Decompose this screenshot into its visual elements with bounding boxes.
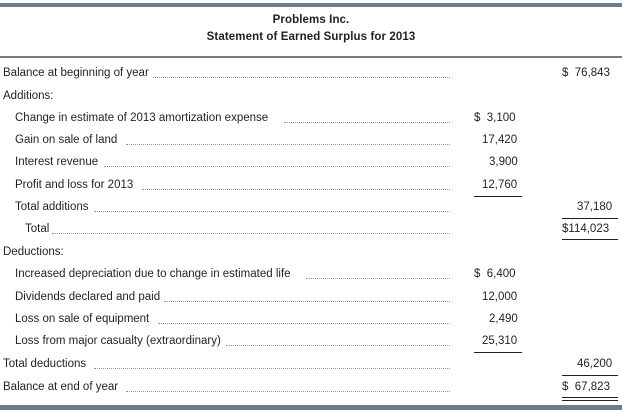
row-label: Loss on sale of equipment [15, 313, 152, 325]
row-label: Balance at end of year [3, 381, 121, 393]
subtotal-underline [474, 352, 522, 353]
dot-leader [164, 301, 450, 302]
dot-leader [126, 144, 450, 145]
dot-leader [158, 323, 450, 324]
total-value: 37,180 [577, 201, 613, 213]
dot-leader [306, 278, 450, 279]
dot-leader [284, 122, 450, 123]
section-heading: Additions: [3, 90, 57, 102]
row-label: Change in estimate of 2013 amortization expense [15, 112, 271, 124]
row-deductions-header [0, 242, 622, 262]
dot-leader [94, 211, 450, 212]
row-label: Dividends declared and paid [15, 291, 163, 303]
section-heading: Deductions: [3, 246, 67, 258]
header-rule [0, 56, 622, 58]
dot-leader [226, 345, 450, 346]
dot-leader [126, 391, 450, 392]
row-label: Total additions [15, 201, 92, 213]
row-additions-header [0, 86, 622, 106]
row-balance-end [0, 377, 622, 397]
amount-value: $ 6,400 [474, 268, 516, 280]
dot-leader [150, 77, 450, 78]
amount-value: 2,490 [489, 313, 518, 325]
total-value: $114,023 [562, 223, 610, 235]
total-value: $ 76,843 [562, 67, 610, 79]
row-label: Interest revenue [15, 156, 101, 168]
dot-leader [142, 189, 450, 190]
company-name: Problems Inc. [272, 14, 350, 26]
row-deduction [0, 264, 622, 284]
total-underline [562, 239, 618, 240]
amount-value: $ 3,100 [474, 112, 516, 124]
bottom-rule [0, 405, 622, 410]
statement-title: Statement of Earned Surplus for 2013 [206, 31, 416, 43]
total-underline [562, 375, 618, 376]
row-label: Total deductions [3, 358, 89, 370]
row-label: Gain on sale of land [15, 134, 120, 146]
amount-value: 25,310 [482, 335, 518, 347]
row-total-additions [0, 197, 622, 217]
row-deduction [0, 331, 622, 351]
row-label: Balance at beginning of year [3, 67, 152, 79]
dot-leader [52, 233, 450, 234]
amount-value: 3,900 [489, 156, 518, 168]
row-total-deductions [0, 354, 622, 374]
amount-value: 12,000 [482, 291, 518, 303]
dot-leader [104, 166, 450, 167]
row-balance-begin [0, 63, 622, 83]
row-total [0, 219, 622, 239]
amount-value: 12,760 [482, 179, 518, 191]
double-underline [562, 397, 618, 401]
row-addition [0, 175, 622, 195]
row-addition [0, 152, 622, 172]
row-label: Increased depreciation due to change in estimated life [15, 268, 294, 280]
dot-leader [94, 368, 450, 369]
amount-value: 17,420 [482, 134, 518, 146]
row-label: Total [25, 223, 52, 235]
row-label: Loss from major casualty (extraordinary) [15, 335, 224, 347]
top-rule [0, 3, 622, 7]
row-deduction [0, 287, 622, 307]
row-label: Profit and loss for 2013 [15, 179, 136, 191]
total-value: 46,200 [577, 358, 613, 370]
total-value: $ 67,823 [562, 381, 610, 393]
row-addition [0, 108, 622, 128]
row-deduction [0, 309, 622, 329]
row-addition [0, 130, 622, 150]
